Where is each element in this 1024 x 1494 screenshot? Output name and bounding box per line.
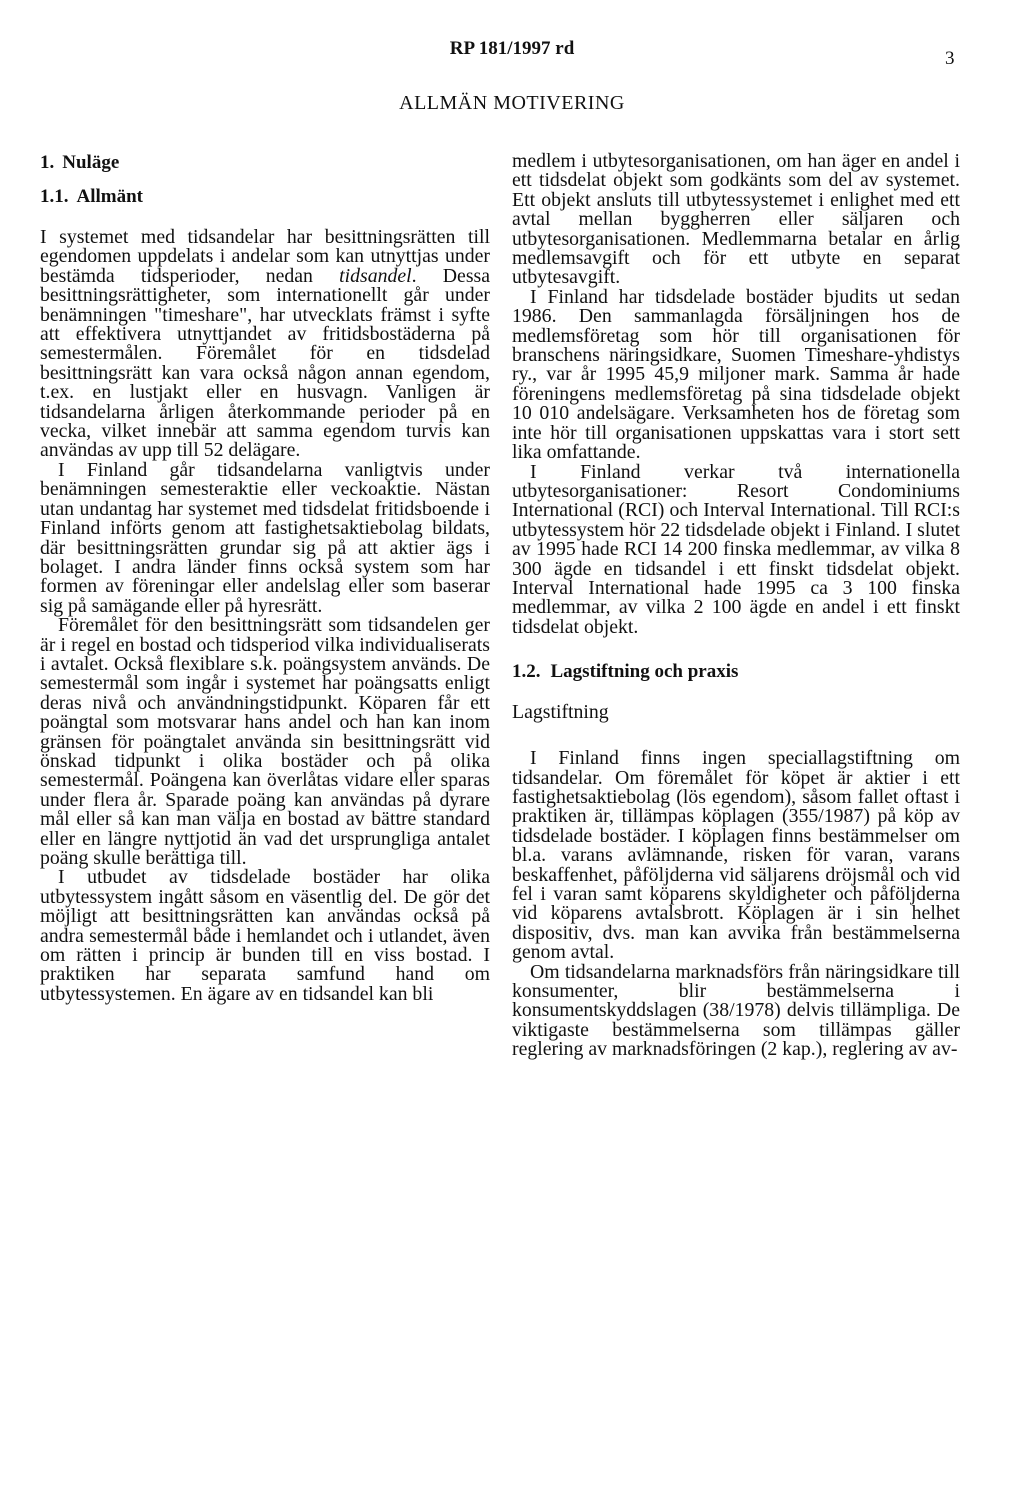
heading-number: 1.2. [512,661,541,683]
paragraph: Föremålet för den besittningsrätt som tidsandelen ger är i regel en bostad och tidsperiod vilka individualiserats i avtalet. Också flexiblare s.k. poängsystem används. De semestermål som ingår i systemet har poängsatts enligt deras nivå och användningstidpunkt. Köparen får ett poängtal som motsvarar hans andel och han kan inom gränsen för poängtalet använda sin besittningsrätt vid önskad tidpunkt i olika bostäder och på olika semestermål. Poängena kan överlåtas vidare eller sparas under flera år. Sparade poäng kan användas på dyrare mål eller så kan man välja en bostad av bättre standard eller en längre nyttjotid än vad det ursprungliga antalet poäng skulle berättiga till. [40,614,490,869]
heading-text: Allmänt [76,186,143,207]
paragraph: medlem i utbytesorganisationen, om han äger en andel i ett tidsdelat objekt som godkänts som del av systemet. Ett objekt ansluts till utbytessystemet i enlighet med ett avtal mellan byggherren eller säljaren och utbytesorganisationen. Medlemmarna betalar en årlig medlemsavgift och för ett utbyte en separat utbytesavgift. [512,150,960,289]
heading-lagstiftning-och-praxis [512,661,960,683]
emphasized-term: tidsandel [339,264,412,287]
paragraph: Om tidsandelarna marknadsförs från näringsidkare till konsumenter, blir bestämmelserna i konsumentskyddslagen (38/1978) delvis tillämpliga. De viktigaste bestämmelserna som tillämpas gäller reglering av marknadsföringen (2 kap.), reglering av av- [512,960,960,1061]
heading-number: 1. [40,152,55,173]
paragraph-text: . Dessa besittningsrättigheter, som internationellt går under benämningen "timeshare", har utvecklats främst i syfte att effektivera utnyttjandet av fritidsbostäderna på semestermålen. Föremålet för en tidsdelad besittningsrätt kan vara också någon annan egendom, t.ex. en lustjakt eller en husvagn. Vanligen är tidsandelarna årligen återkommande perioder på en vecka, vilket innebär att samma egendom turvis kan användas av upp till 52 delägare. [40,264,491,462]
heading-allmant [40,186,490,208]
section-title: ALLMÄN MOTIVERING [399,92,625,114]
heading-text: Lagstiftning och praxis [550,661,739,683]
left-column [40,152,490,1004]
paragraph: I Finland verkar två internationella utbytesorganisationer: Resort Condominiums International (RCI) och Interval International. Till RCI:s utbytessystem hör 22 tidsdelade objekt i Finland. I slutet av 1995 hade RCI 14 200 finska medlemmar, av vilka 8 300 ägde en tidsandel i ett finskt tidsdelat objekt. Interval International hade 1995 ca 3 100 finska medlemmar, av vilka 2 100 ägde en andel i ett finskt tidsdelat objekt. [512,460,960,638]
heading-number: 1.1. [40,186,69,207]
paragraph: I utbudet av tidsdelade bostäder har olika utbytessystem ingått såsom en väsentlig del. De gör det möjligt att besittningsrätten kan användas också på andra semestermål både i hemlandet och i utlandet, även om rätten i princip är bunden till en viss bostad. I praktiken har separata samfund hand om utbytessystemen. En ägare av en tidsandel kan bli [40,866,490,1005]
running-header: RP 181/1997 rd [449,38,575,59]
paragraph: I Finland finns ingen speciallagstiftning om tidsandelar. Om föremålet för köpet är aktier i ett fastighetsaktiebolag (lös egendom), såsom fallet oftast i praktiken är, tillämpas köplagen (355/1987) på köp av tidsdelade bostäder. I köplagen finns bestämmelser om bl.a. varans avlämnande, risken för varan, varans beskaffenhet, påföljderna vid säljarens dröjsmål och vid fel i varan samt köparens skyldigheter och påföljderna vid köparens avtalsbrott. Köplagen är i sin helhet dispositiv, dvs. man kan avvika från bestämmelserna genom avtal. [512,747,960,964]
heading-nulage [40,152,490,174]
paragraph [40,228,490,461]
paragraph-text: I systemet med tidsandelar har besittningsrätten till egendomen uppdelats i andelar som kan utnyttjas under bestämda tidsperioder, nedan [40,226,490,287]
page-number: 3 [945,48,955,69]
paragraph: I Finland har tidsdelade bostäder bjudits ut sedan 1986. Den sammanlagda försäljningen hos de medlemsföretag som hör till organisationen för branschens näringsidkare, Suomen Timeshare-yhdistys ry., var år 1995 45,9 miljoner mark. Samma år hade föreningens medlemsföretag på sina tidsdelade objekt 10 010 andelsägare. Verksamheten hos de företag som inte hör till organisationen uppskattas vara i stort sett lika omfattande. [512,285,960,464]
heading-text: Nuläge [62,152,120,173]
subheading-lagstiftning: Lagstiftning [512,701,609,724]
paragraph: I Finland går tidsandelarna vanligtvis under benämningen semesteraktie eller veckoaktie. Nästan utan undantag har systemet med tidsdelat fritidsboende i Finland införts genom att fastighetsaktiebolag bildats, där besittningsrätten grundar sig på att aktier ägs i bolaget. I andra länder finns också system som har formen av föreningar eller andelslag eller som baserar sig på samägande eller på hyresrätt. [40,458,490,617]
right-column [512,152,960,1060]
